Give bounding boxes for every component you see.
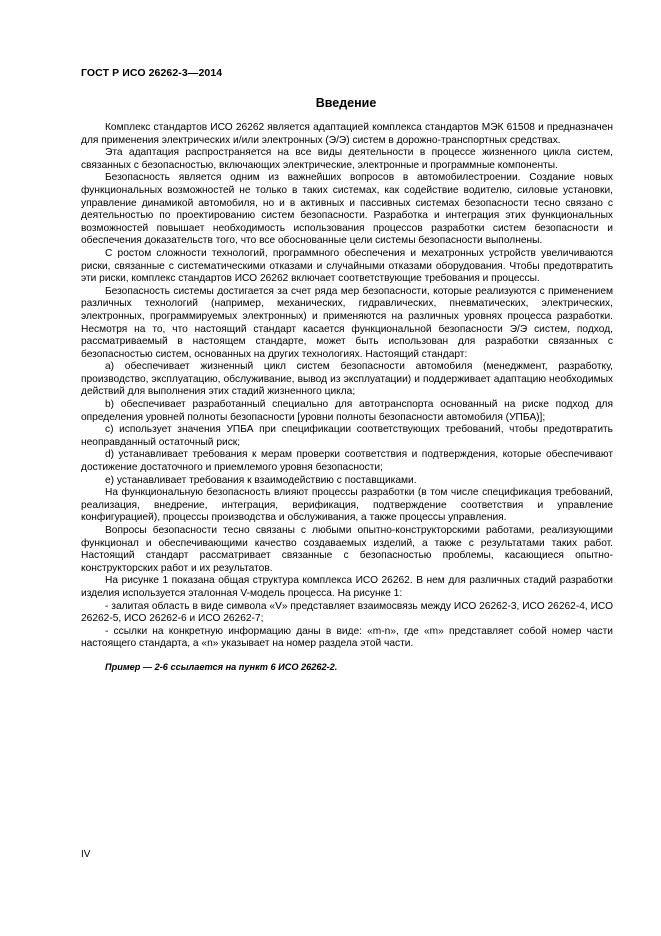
- paragraph: Вопросы безопасности тесно связаны с любыми опытно-конструкторскими работами, реализующими функционал и обеспечивающими качество создаваемых изделий, а также с результатами таких работ. Настоящий стандарт рассматривает связанные с безопасностью проблемы, касающиеся опытно-конструкторских работ и их результатов.: [81, 525, 613, 574]
- list-item: b) обеспечивает разработанный специально для автотранспорта основанный на риске подход для определения уровней полноты безопасности [уровни полноты безопасности автомобиля (УПБА)];: [81, 399, 613, 423]
- document-body: [81, 122, 613, 674]
- example-note: Пример — 2-6 ссылается на пункт 6 ИСО 26262-2.: [105, 661, 338, 672]
- document-header: ГОСТ Р ИСО 26262-3—2014: [81, 67, 223, 79]
- paragraph: Безопасность системы достигается за счет ряда мер безопасности, которые реализуются с применением различных технологий (например, механических, гидравлических, пневматических, электрических, электронных, программируемых электронных) и применяются на различных уровнях процесса разработки. Несмотря на то, что настоящий стандарт касается функциональной безопасности Э/Э систем, подход, рассматриваемый в настоящем стандарте, может быть использован для разработки связанных с безопасностью систем, основанных на других технологиях. Настоящий стандарт:: [81, 285, 613, 360]
- paragraph: На функциональную безопасность влияют процессы разработки (в том числе спецификация требований, реализация, внедрение, интеграция, верификация, подтверждение соответствия и управление конфигурацией), процессы производства и обслуживания, а также процессы управления.: [81, 487, 613, 524]
- list-item: - залитая область в виде символа «V» представляет взаимосвязь между ИСО 26262-3, ИСО 26262-4, ИСО 26262-5, ИСО 26262-6 и ИСО 26262-7;: [81, 600, 613, 625]
- list-item: c) использует значения УПБА при спецификации соответствующих требований, чтобы предотвратить неоправданный остаточный риск;: [81, 424, 613, 448]
- list-item: e) устанавливает требования к взаимодействию с поставщиками.: [105, 474, 417, 486]
- page-number: IV: [81, 849, 91, 860]
- list-item: d) устанавливает требования к мерам проверки соответствия и подтверждения, которые обеспечивают достижение достаточного и приемлемого уровня безопасности;: [81, 449, 613, 474]
- paragraph: Безопасность является одним из важнейших вопросов в автомобилестроении. Создание новых функциональных возможностей не только в таких системах, как содействие водителю, силовые установки, управление динамикой автомобиля, но и в активных и пассивных системах безопасности тесно связано с деятельностью по проектированию систем безопасности. Разработка и интеграция этих функциональных возможностей повышает необходимость использования процессов разработки систем безопасности и обеспечения доказательств того, что все обоснованные цели системы безопасности выполнены.: [81, 172, 613, 247]
- paragraph: Эта адаптация распространяется на все виды деятельности в процессе жизненного цикла систем, связанных с безопасностью, включающих электрические, электронные и программные компоненты.: [81, 147, 613, 171]
- section-title: Введение: [315, 96, 377, 110]
- list-item: - ссылки на конкретную информацию даны в виде: «m-n», где «m» представляет собой номер части настоящего стандарта, а «n» указывает на номер раздела этой части.: [81, 625, 613, 650]
- paragraph: Комплекс стандартов ИСО 26262 является адаптацией комплекса стандартов МЭК 61508 и предназначен для применения электрических и/или электронных (Э/Э) систем в дорожно-транспортных средствах.: [81, 122, 613, 146]
- paragraph: На рисунке 1 показана общая структура комплекса ИСО 26262. В нем для различных стадий разработки изделия используется эталонная V-модель процесса. На рисунке 1:: [81, 575, 613, 599]
- paragraph: С ростом сложности технологий, программного обеспечения и мехатронных устройств увеличиваются риски, связанные с систематическими отказами и случайными отказами оборудования. Чтобы предотвратить эти риски, комплекс стандартов ИСО 26262 включает соответствующие требования и процессы.: [81, 247, 613, 285]
- list-item: а) обеспечивает жизненный цикл систем безопасности автомобиля (менеджмент, разработку, производство, эксплуатацию, обслуживание, вывод из эксплуатации) и поддерживает адаптацию необходимых действий для выполнения этих стадий жизненного цикла;: [81, 361, 613, 398]
